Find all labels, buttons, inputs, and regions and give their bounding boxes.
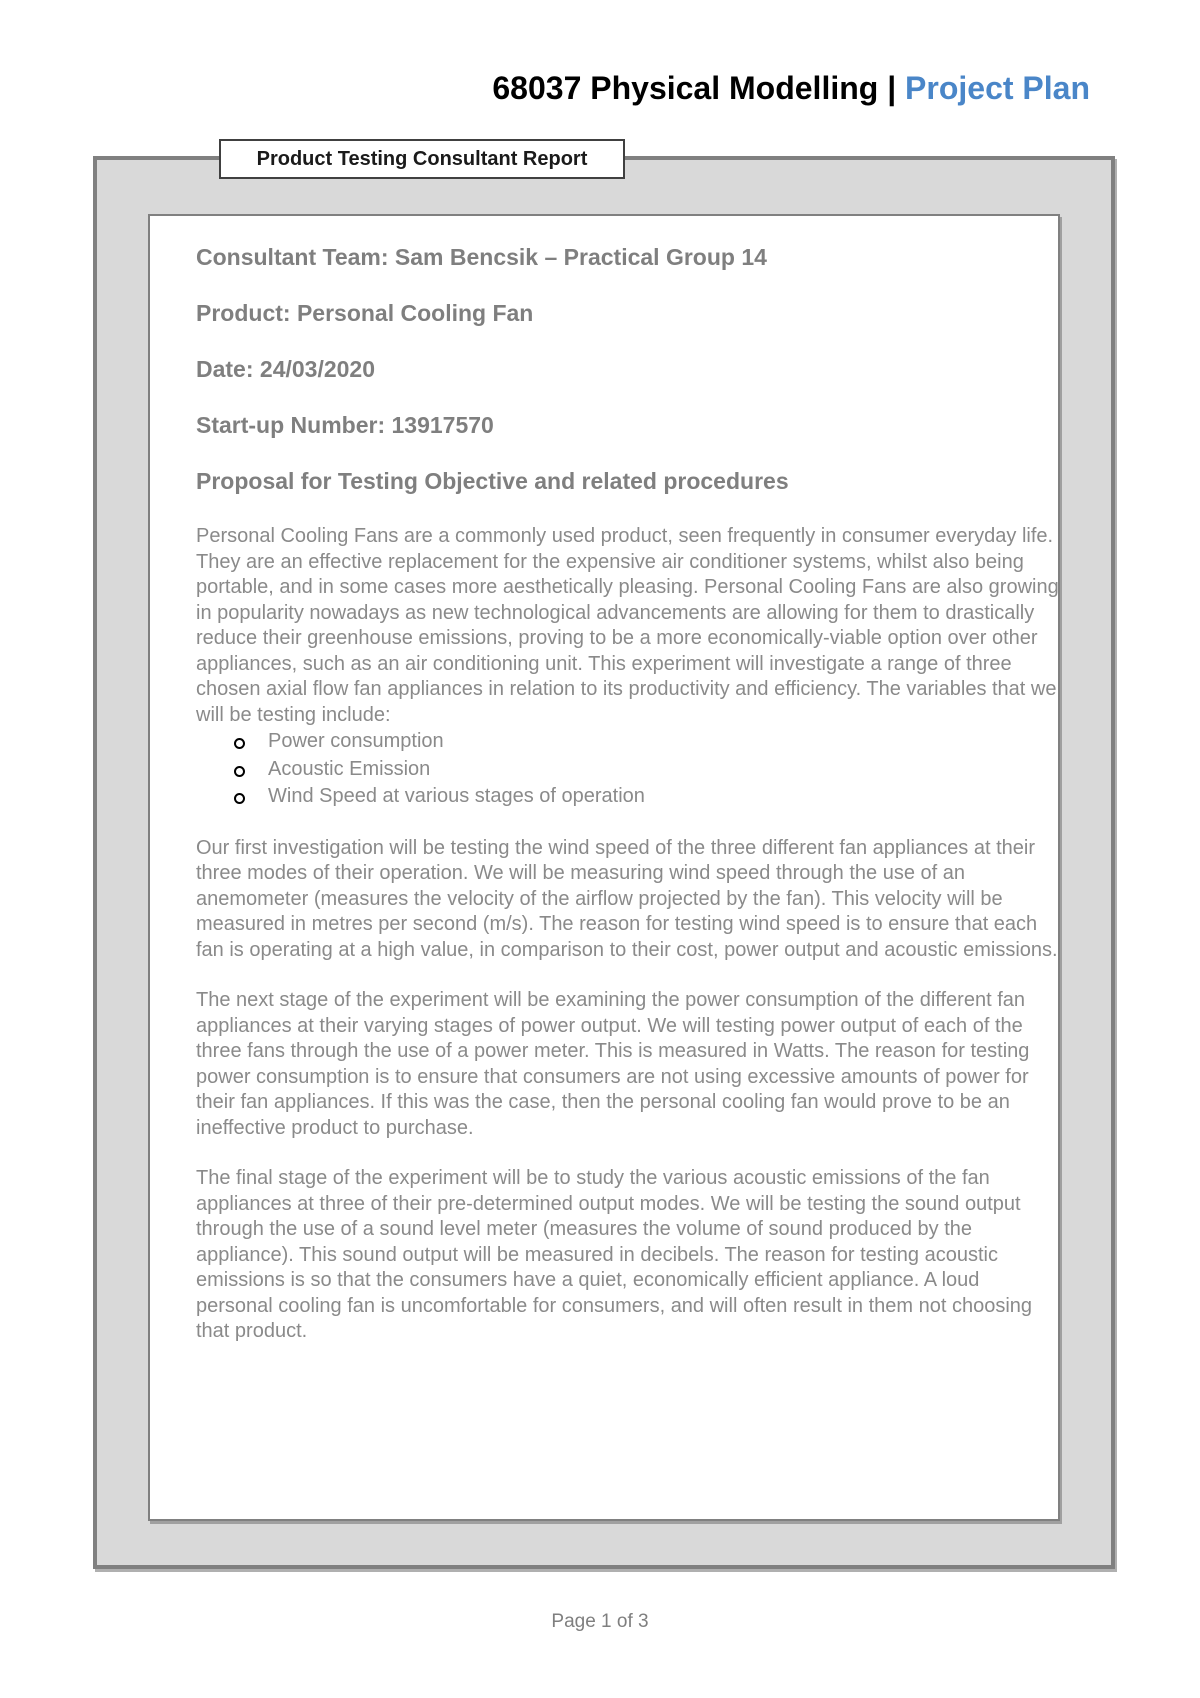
intro-paragraph: Personal Cooling Fans are a commonly used product, seen frequently in consumer everyday life. They are an effective replacement for the expensive air conditioner systems, whilst also being portable, and in some cases more aesthetically pleasing. Personal Cooling Fans are also growing in popularity nowadays as new technological advancements are allowing for them to drastically reduce their greenhouse emissions, proving to be a more economically-viable option over other appliances, such as an air conditioning unit. This experiment will investigate a range of three chosen axial flow fan appliances in relation to its productivity and efficiency. The variables that we will be testing include: [196,525,1059,726]
list-item-label: Acoustic Emission [268,757,431,780]
page-number: Page 1 of 3 [551,1611,649,1632]
list-item [196,728,1060,756]
proposal-heading: Proposal for Testing Objective and related procedures [196,468,789,494]
list-item [196,783,1060,811]
report-content [196,244,1060,1370]
hollow-circle-icon [234,738,245,749]
header-title-accent: Project Plan [905,70,1090,106]
header-title-main: 68037 Physical Modelling | [492,70,906,106]
list-item [196,756,1060,784]
hollow-circle-icon [234,766,245,777]
list-item-label: Wind Speed at various stages of operation [268,785,645,807]
consultant-team-field: Consultant Team: Sam Bencsik – Practical Group 14 [196,244,767,270]
page-header [492,70,1090,107]
date-field: Date: 24/03/2020 [196,356,376,382]
hollow-circle-icon [234,793,245,804]
list-item-label: Power consumption [268,730,444,752]
testing-variables-list [196,728,1060,811]
wind-speed-paragraph: Our first investigation will be testing the wind speed of the three different fan appliances at their three modes of their operation. We will be measuring wind speed through the use of an anemometer (measures the velocity of the airflow projected by the fan). This velocity will be measured in metres per second (m/s). The reason for testing wind speed is to ensure that each fan is operating at a high value, in comparison to their cost, power output and acoustic emissions. [196,836,1058,961]
product-field: Product: Personal Cooling Fan [196,300,534,326]
power-consumption-paragraph: The next stage of the experiment will be examining the power consumption of the different fan appliances at their varying stages of power output. We will testing power output of each of the three fans through the use of a power meter. This is measured in Watts. The reason for testing power consumption is to ensure that consumers are not using excessive amounts of power for their fan appliances. If this was the case, then the personal cooling fan would prove to be an ineffective product to purchase. [196,989,1030,1139]
acoustic-emission-paragraph: The final stage of the experiment will be to study the various acoustic emissions of the fan appliances at three of their pre-determined output modes. We will be testing the sound output through the use of a sound level meter (measures the volume of sound produced by the appliance). This sound output will be measured in decibels. The reason for testing acoustic emissions is so that the consumers have a quiet, economically efficient appliance. A loud personal cooling fan is uncomfortable for consumers, and will often result in them not choosing that product. [196,1167,1033,1342]
startup-number-field: Start-up Number: 13917570 [196,412,494,438]
report-tab-label: Product Testing Consultant Report [219,139,625,179]
